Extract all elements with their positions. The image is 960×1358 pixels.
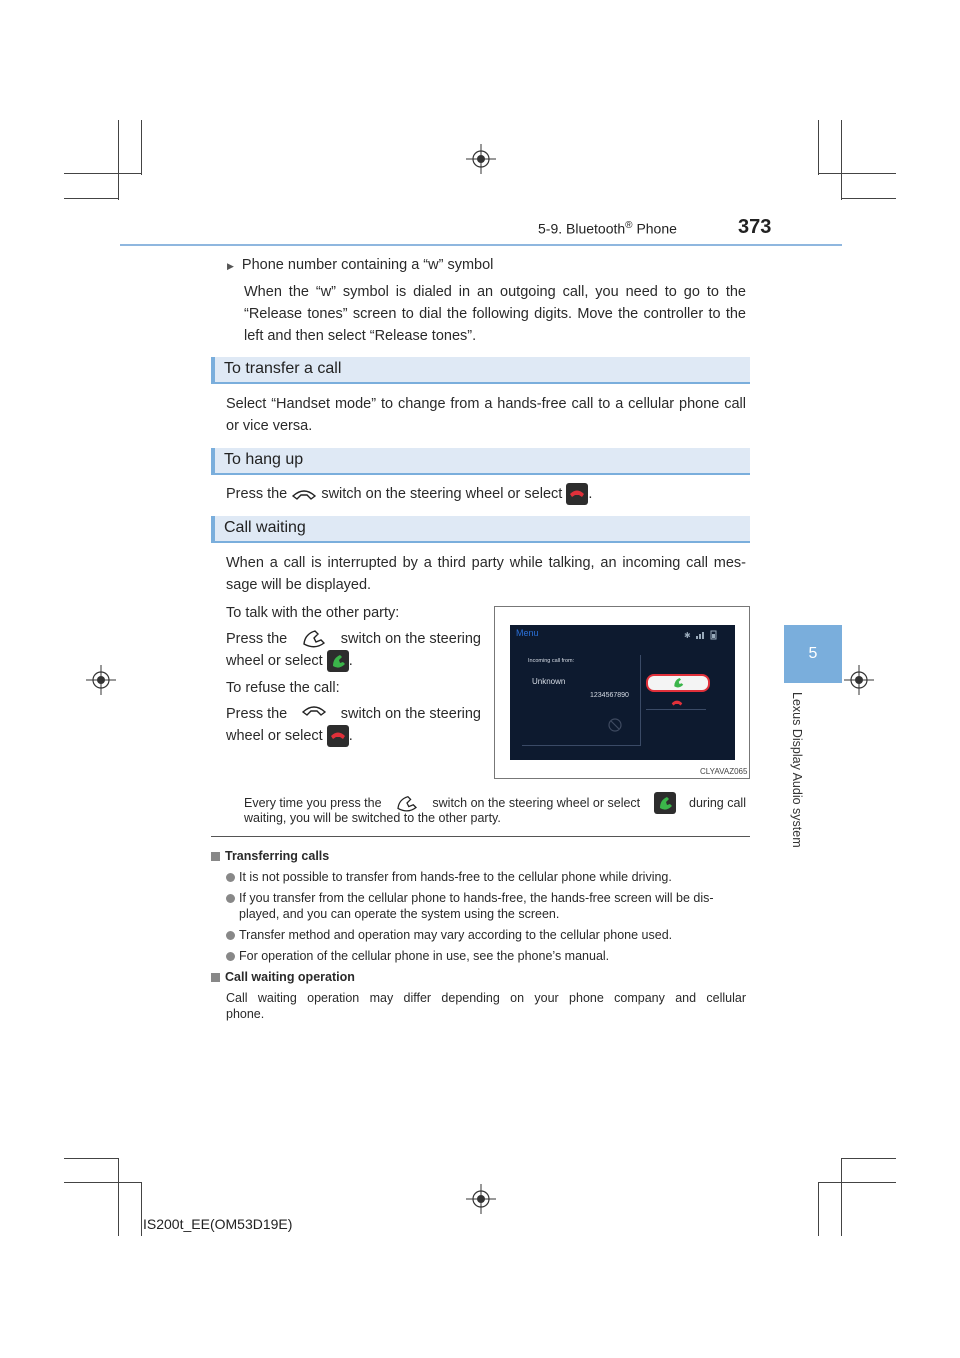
talk-label: To talk with the other party:	[226, 605, 400, 621]
chapter-tab[interactable]: 5	[784, 625, 842, 683]
waiting-line: When a call is interrupted by a third party while talking, an incoming call mes-	[226, 555, 746, 571]
note-heading: Transferring calls	[211, 848, 329, 864]
intro-line: When the “w” symbol is dialed in an outgoing call, you need to go to the	[244, 284, 746, 300]
header-rule	[120, 244, 842, 246]
incoming-label: Incoming call from:	[528, 658, 575, 664]
switch-note: Every time you press the switch on the steering wheel or select during call	[244, 792, 746, 814]
triangle-bullet-icon: ▶	[227, 261, 234, 271]
waiting-line: sage will be displayed.	[226, 577, 372, 593]
note-item: For operation of the cellular phone in use, see the phone’s manual.	[226, 948, 609, 964]
intro-bullet: ▶ Phone number containing a “w” symbol	[227, 257, 494, 273]
section-suffix: Phone	[636, 220, 677, 237]
registration-mark-icon	[844, 665, 874, 695]
steering-phone-switch-icon	[301, 703, 327, 717]
registration-mark-icon	[86, 665, 116, 695]
chapter-label: Lexus Display Audio system	[790, 692, 804, 848]
dot-bullet-icon	[226, 894, 235, 903]
transfer-line: Select “Handset mode” to change from a hands-free call to a cellular phone call	[226, 396, 746, 412]
dot-bullet-icon	[226, 873, 235, 882]
answer-button[interactable]	[646, 674, 710, 692]
registered-mark: ®	[625, 220, 633, 231]
section-heading-hangup: To hang up	[211, 448, 750, 475]
image-code: CLYAVAZ065	[700, 767, 748, 776]
caller-number: 1234567890	[590, 692, 629, 699]
hangup-button-icon	[566, 483, 588, 505]
note-item: phone.	[226, 1007, 265, 1021]
note-heading: Call waiting operation	[211, 969, 355, 985]
square-bullet-icon	[211, 973, 220, 982]
decline-phone-icon	[671, 698, 683, 707]
note-item: played, and you can operate the system using the screen.	[239, 907, 560, 921]
steering-phone-switch-icon	[291, 487, 317, 501]
registration-mark-icon	[466, 144, 496, 174]
section-title: 5-9. Bluetooth	[538, 220, 626, 237]
status-icons	[684, 630, 732, 640]
page-number: 373	[738, 216, 772, 238]
intro-line: left and then select “Release tones”.	[244, 328, 477, 344]
no-entry-icon	[608, 718, 622, 732]
registration-mark-icon	[466, 1184, 496, 1214]
section-heading-transfer: To transfer a call	[211, 357, 750, 384]
dot-bullet-icon	[226, 952, 235, 961]
document-code: IS200t_EE(OM53D19E)	[143, 1216, 293, 1232]
note-item: It is not possible to transfer from hands-free to the cellular phone while driving.	[226, 869, 672, 885]
incoming-panel	[522, 655, 641, 746]
section-heading-waiting: Call waiting	[211, 516, 750, 543]
decline-button[interactable]	[646, 695, 706, 710]
answer-button-icon	[327, 650, 349, 672]
switch-note: waiting, you will be switched to the other party.	[244, 811, 501, 825]
menu-label: Menu	[516, 628, 539, 638]
transfer-line: or vice versa.	[226, 418, 313, 434]
display-screenshot	[510, 625, 735, 760]
hangup-text: Press the switch on the steering wheel or select .	[226, 483, 592, 505]
intro-line: “Release tones” screen to dial the following digits. Move the controller to the	[244, 306, 746, 322]
refuse-instruction: Press the switch on the steering	[226, 703, 481, 725]
answer-phone-icon	[672, 677, 684, 688]
note-item: Call waiting operation may differ depending on your phone company and cellular	[226, 991, 746, 1005]
section-header	[538, 220, 677, 237]
refuse-label: To refuse the call:	[226, 680, 340, 696]
refuse-instruction: wheel or select .	[226, 725, 353, 747]
square-bullet-icon	[211, 852, 220, 861]
note-item: Transfer method and operation may vary according to the cellular phone used.	[226, 927, 672, 943]
note-item: If you transfer from the cellular phone to hands-free, the hands-free screen will be dis-	[226, 890, 714, 906]
notes-divider	[211, 836, 750, 837]
answer-button-icon	[654, 792, 676, 814]
steering-answer-switch-icon	[301, 628, 327, 648]
caller-name: Unknown	[532, 677, 566, 686]
svg-text:✱: ✱	[684, 631, 691, 640]
dot-bullet-icon	[226, 931, 235, 940]
talk-instruction: wheel or select .	[226, 650, 353, 672]
talk-instruction: Press the switch on the steering	[226, 628, 481, 650]
hangup-button-icon	[327, 725, 349, 747]
